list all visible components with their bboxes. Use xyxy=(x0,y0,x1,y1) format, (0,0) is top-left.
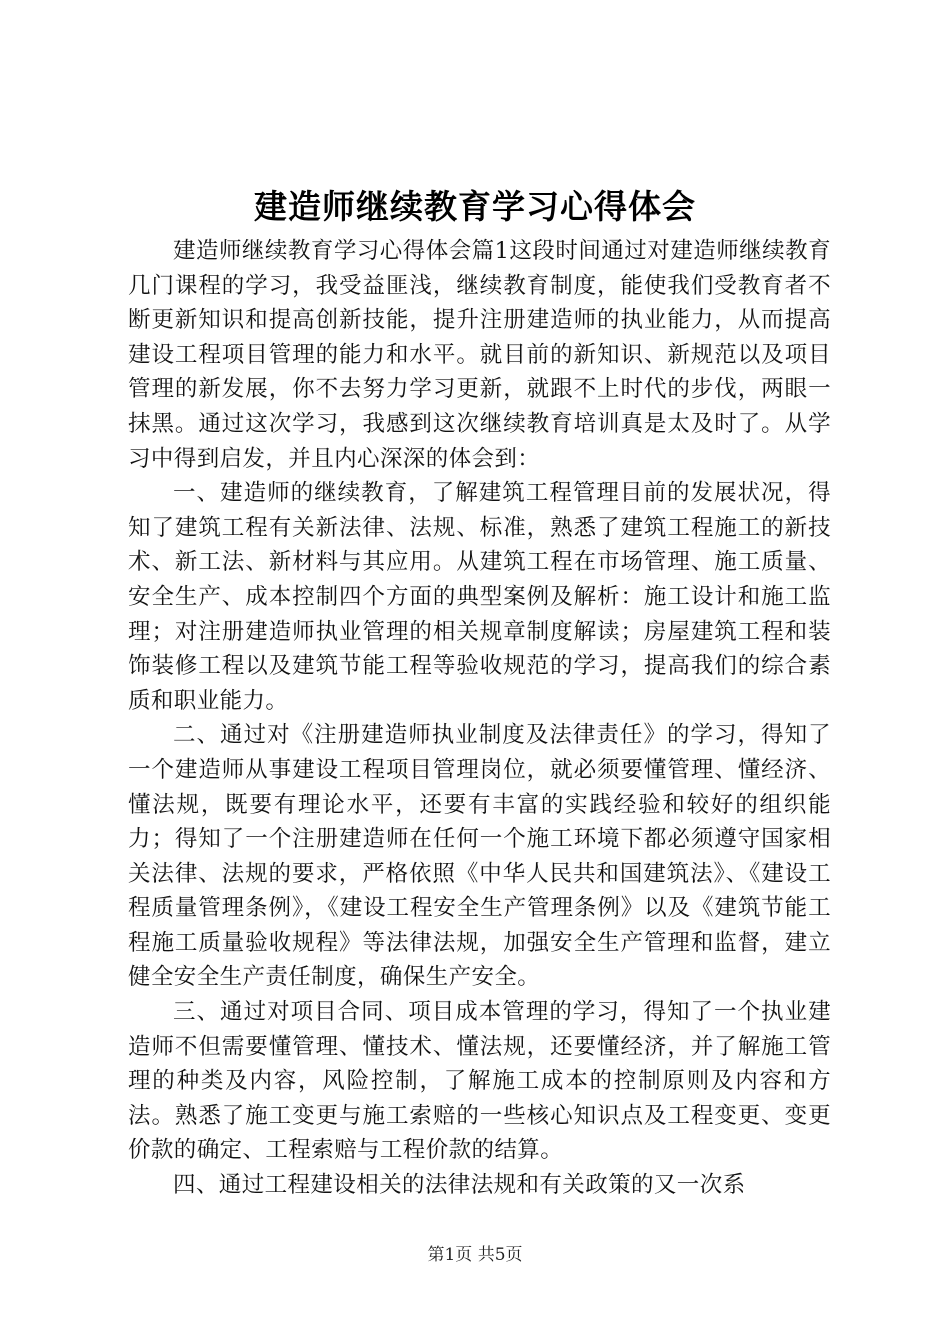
paragraph-point-one: 一、建造师的继续教育，了解建筑工程管理目前的发展状况，得知了建筑工程有关新法律、法规、标准，熟悉了建筑工程施工的新技术、新工法、新材料与其应用。从建筑工程在市场管理、施工质量、安全生产、成本控制四个方面的典型案例及解析：施工设计和施工监理；对注册建造师执业管理的相关规章制度解读；房屋建筑工程和装饰装修工程以及建筑节能工程等验收规范的学习，提高我们的综合素质和职业能力。 xyxy=(128,480,831,714)
paragraph-point-three: 三、通过对项目合同、项目成本管理的学习，得知了一个执业建造师不但需要懂管理、懂技术、懂法规，还要懂经济，并了解施工管理的种类及内容，风险控制，了解施工成本的控制原则及内容和方法。熟悉了施工变更与施工索赔的一些核心知识点及工程变更、变更价款的确定、工程索赔与工程价款的结算。 xyxy=(128,999,831,1164)
paragraph-point-two: 二、通过对《注册建造师执业制度及法律责任》的学习，得知了一个建造师从事建设工程项目管理岗位，就必须要懂管理、懂经济、懂法规，既要有理论水平，还要有丰富的实践经验和较好的组织能力；得知了一个注册建造师在任何一个施工环境下都必须遵守国家相关法律、法规的要求，严格依照《中华人民共和国建筑法》、《建设工程质量管理条例》，《建设工程安全生产管理条例》以及《建筑节能工程施工质量验收规程》等法律法规，加强安全生产管理和监督，建立健全安全生产责任制度，确保生产安全。 xyxy=(128,722,831,991)
document-body xyxy=(128,234,831,1203)
paragraph-intro: 建造师继续教育学习心得体会篇1这段时间通过对建造师继续教育几门课程的学习，我受益匪浅，继续教育制度，能使我们受教育者不断更新知识和提高创新技能，提升注册建造师的执业能力，从而提高建设工程项目管理的能力和水平。就目前的新知识、新规范以及项目管理的新发展，你不去努力学习更新，就跟不上时代的步伐，两眼一抹黑。通过这次学习，我感到这次继续教育培训真是太及时了。从学习中得到启发，并且内心深深的体会到： xyxy=(128,238,831,472)
document-title: 建造师继续教育学习心得体会 xyxy=(254,187,696,226)
paragraph-point-four: 四、通过工程建设相关的法律法规和有关政策的又一次系 xyxy=(173,1172,746,1199)
page-number-footer: 第1页 共5页 xyxy=(427,1245,523,1265)
